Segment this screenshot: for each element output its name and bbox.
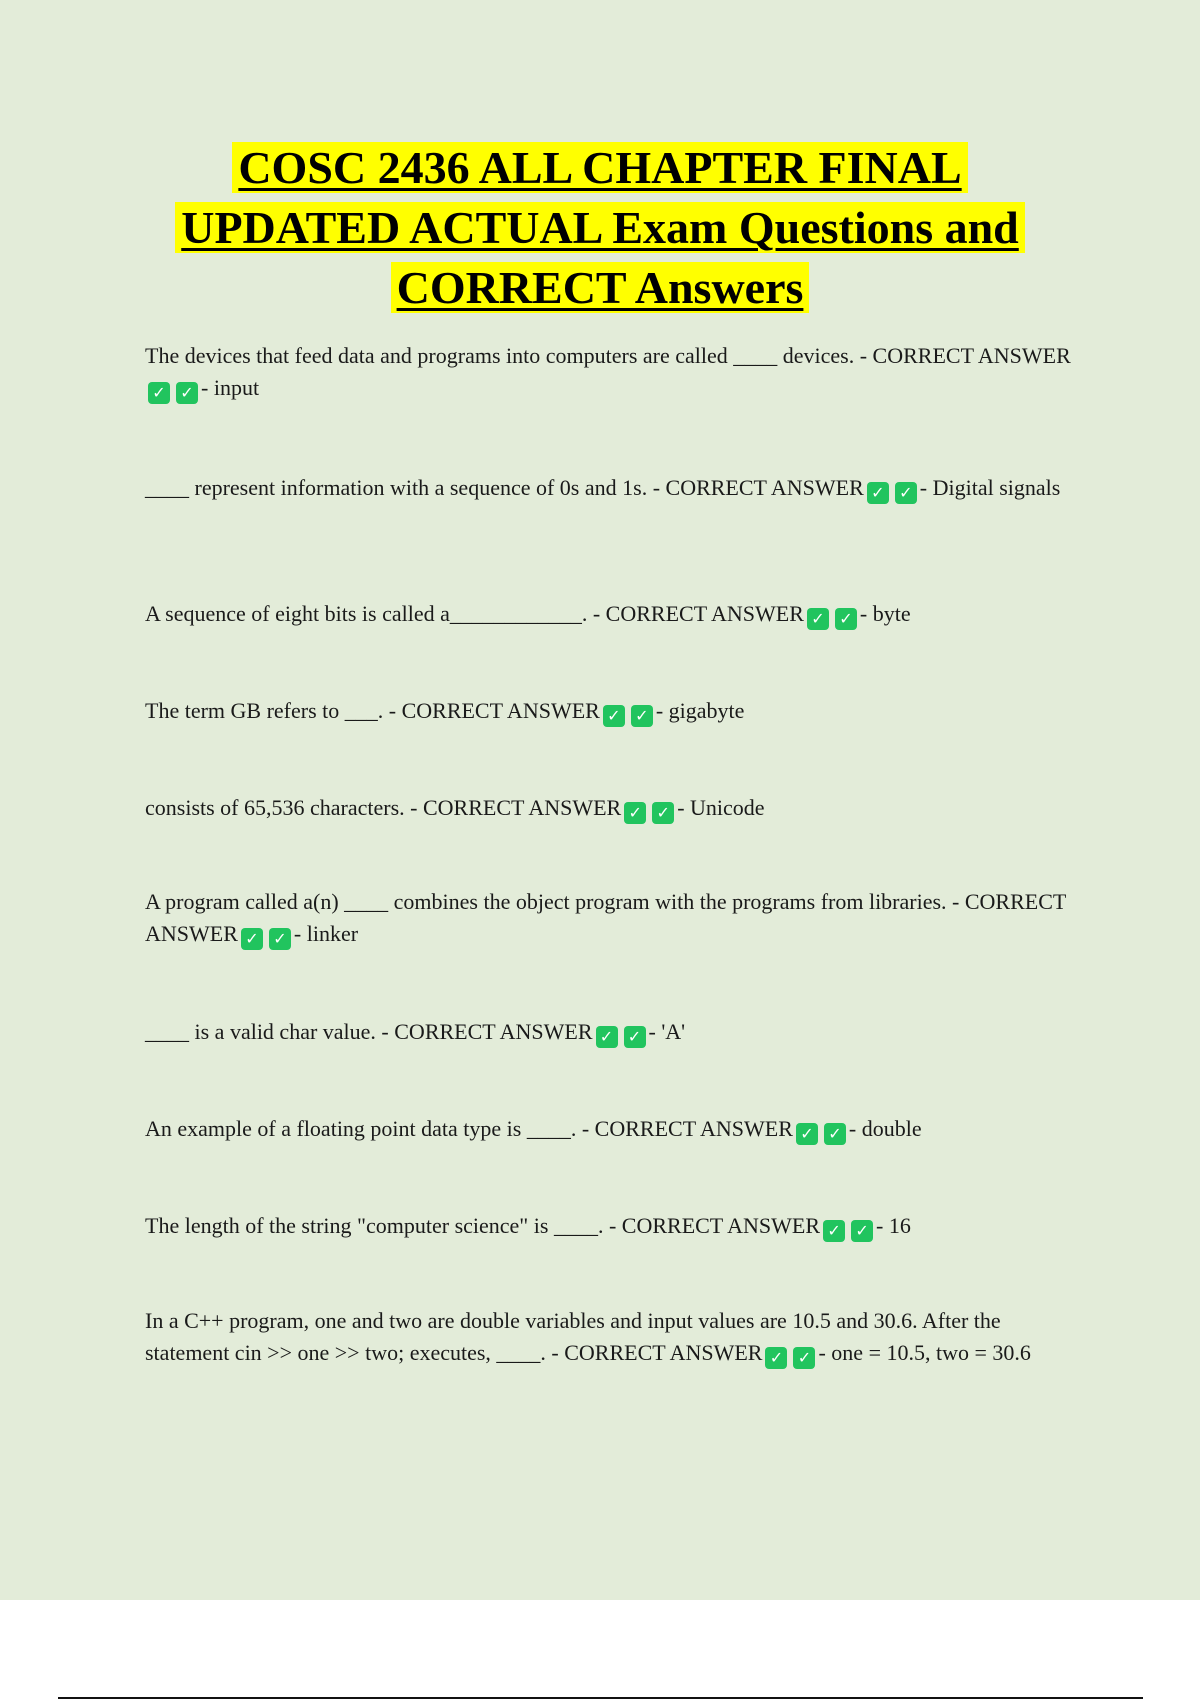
- answer-text: - double: [848, 1116, 922, 1141]
- qa-item: [145, 1305, 1090, 1369]
- check-mark-icon: ✓: [596, 1026, 618, 1048]
- title-line-1: COSC 2436 ALL CHAPTER FINAL: [232, 142, 967, 193]
- check-mark-icon: ✓: [824, 1123, 846, 1145]
- question-text: The length of the string "computer science" is ____. - CORRECT ANSWER: [145, 1213, 821, 1238]
- check-mark-icon: ✓: [851, 1220, 873, 1242]
- check-mark-icon: ✓: [631, 705, 653, 727]
- question-text: In a C++ program, one and two are double variables and input values are 10.5 and 30.6. After the statement cin >> one >> two; executes, ____. - CORRECT ANSWER: [145, 1308, 1001, 1365]
- answer-text: - 'A': [648, 1019, 686, 1044]
- qa-item: [145, 792, 1090, 824]
- footer-divider: [58, 1697, 1143, 1699]
- qa-item: [145, 340, 1090, 404]
- qa-item: [145, 886, 1090, 950]
- check-mark-icon: ✓: [793, 1347, 815, 1369]
- check-mark-icon: ✓: [148, 382, 170, 404]
- title-line-2: UPDATED ACTUAL Exam Questions and: [175, 202, 1025, 253]
- question-text: A sequence of eight bits is called a____________. - CORRECT ANSWER: [145, 601, 804, 626]
- question-text: The term GB refers to ___. - CORRECT ANSWER: [145, 698, 600, 723]
- answer-text: - 16: [876, 1213, 911, 1238]
- qa-item: [145, 598, 1090, 630]
- check-mark-icon: ✓: [895, 482, 917, 504]
- question-text: A program called a(n) ____ combines the object program with the programs from libraries. - CORRECT ANSWER: [145, 889, 1066, 946]
- qa-item: [145, 1113, 1090, 1145]
- check-mark-icon: ✓: [624, 802, 646, 824]
- qa-item: [145, 1210, 1090, 1242]
- answer-text: - one = 10.5, two = 30.6: [818, 1340, 1031, 1365]
- title-line-3: CORRECT Answers: [391, 262, 810, 313]
- question-text: ____ is a valid char value. - CORRECT ANSWER: [145, 1019, 593, 1044]
- check-mark-icon: ✓: [796, 1123, 818, 1145]
- check-mark-icon: ✓: [823, 1220, 845, 1242]
- check-mark-icon: ✓: [652, 802, 674, 824]
- question-text: An example of a floating point data type is ____. - CORRECT ANSWER: [145, 1116, 793, 1141]
- answer-text: - input: [201, 375, 260, 400]
- question-text: ____ represent information with a sequence of 0s and 1s. - CORRECT ANSWER: [145, 475, 864, 500]
- answer-text: - Digital signals: [919, 475, 1061, 500]
- check-mark-icon: ✓: [807, 608, 829, 630]
- answer-text: - byte: [859, 601, 911, 626]
- check-mark-icon: ✓: [176, 382, 198, 404]
- answer-text: - linker: [293, 921, 359, 946]
- answer-text: - gigabyte: [655, 698, 745, 723]
- qa-item: [145, 695, 1090, 727]
- check-mark-icon: ✓: [603, 705, 625, 727]
- check-mark-icon: ✓: [241, 928, 263, 950]
- check-mark-icon: ✓: [765, 1347, 787, 1369]
- document-title: [100, 138, 1100, 318]
- qa-item: [145, 472, 1090, 504]
- question-text: consists of 65,536 characters. - CORRECT ANSWER: [145, 795, 622, 820]
- check-mark-icon: ✓: [835, 608, 857, 630]
- check-mark-icon: ✓: [269, 928, 291, 950]
- question-text: The devices that feed data and programs into computers are called ____ devices. - CORRECT ANSWER: [145, 343, 1071, 368]
- check-mark-icon: ✓: [867, 482, 889, 504]
- qa-item: [145, 1016, 1090, 1048]
- check-mark-icon: ✓: [624, 1026, 646, 1048]
- answer-text: - Unicode: [677, 795, 765, 820]
